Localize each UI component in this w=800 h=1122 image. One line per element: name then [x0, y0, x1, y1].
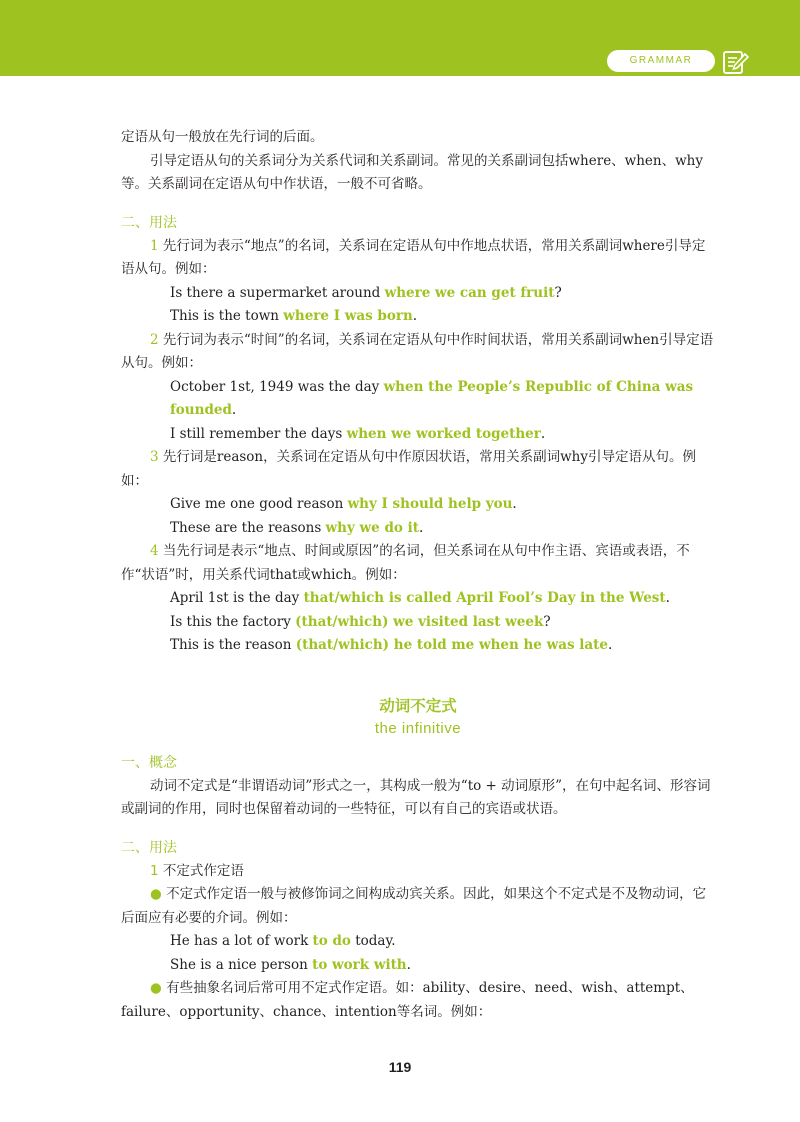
example-text: April 1st is the day	[170, 590, 304, 606]
example-punct: .	[665, 590, 670, 606]
bullet-dot-icon: ●	[150, 980, 162, 996]
bullet-text: 不定式作定语一般与被修饰词之间构成动宾关系。因此，如果这个不定式是不及物动词，它后面应有必要的介词。例如：	[121, 886, 707, 926]
example-text: These are the reasons	[170, 519, 326, 536]
example-text: I still remember the days	[170, 425, 347, 442]
example-sentence	[121, 517, 715, 541]
example-sentence	[121, 587, 715, 611]
example-text: She is a nice person	[170, 956, 313, 973]
section-heading: 一、概念	[121, 754, 177, 771]
page-content	[121, 126, 715, 1024]
rule-number: 2	[150, 331, 159, 348]
rule-text: 先行词为表示“地点”的名词，关系词在定语从句中作地点状语，常用关系副词where引导定语从句。例如：	[121, 237, 706, 277]
section-subtitle: the infinitive	[374, 719, 462, 737]
grammar-tab[interactable]	[607, 50, 715, 72]
example-text: This is the town	[170, 308, 284, 324]
highlight-clause: to do	[312, 933, 351, 949]
bullet-text: 有些抽象名词后常可用不定式作定语。如：ability、desire、need、wish、attempt、failure、opportunity、chance、intention等名词。例如：	[121, 980, 694, 1020]
highlight-clause: when the People’s Republic of China was founded	[170, 378, 694, 418]
example-sentence	[121, 423, 715, 447]
rule-number: 3	[150, 449, 159, 465]
highlight-clause: to work with	[312, 956, 407, 973]
rule-text: 先行词为表示“时间”的名词，关系词在定语从句中作时间状语，常用关系副词when引导定语从句。例如：	[121, 331, 714, 371]
example-text: Is there a supermarket around	[170, 284, 385, 301]
highlight-clause: that/which is called April Fool’s Day in the West	[303, 590, 666, 606]
page-number: 119	[388, 1059, 412, 1075]
paragraph: 动词不定式是“非谓语动词”形式之一，其构成一般为“to + 动词原形”，在句中起名词、形容词或副词的作用，同时也保留着动词的一些特征，可以有自己的宾语或状语。	[121, 777, 711, 817]
bullet-item	[121, 977, 715, 1024]
example-punct: .	[418, 519, 424, 536]
example-punct: .	[512, 496, 517, 512]
notebook-pen-icon	[721, 48, 749, 76]
example-punct: .	[412, 308, 418, 324]
rule-text: 先行词是reason，关系词在定语从句中作原因状语，常用关系副词why引导定语从句。例如：	[121, 449, 697, 489]
example-punct: .	[231, 402, 237, 418]
example-text: He has a lot of work	[170, 933, 313, 949]
highlight-clause: (that/which) we visited last week	[295, 613, 544, 630]
paragraph: 引导定语从句的关系词分为关系代词和关系副词。常见的关系副词包括where、when、why等。关系副词在定语从句中作状语，一般不可省略。	[121, 152, 703, 192]
highlight-clause: why we do it	[325, 519, 419, 536]
section-heading: 二、用法	[121, 839, 177, 856]
example-sentence	[121, 305, 715, 329]
sub-number: 1	[150, 862, 159, 879]
example-sentence	[121, 930, 715, 954]
example-sentence	[121, 634, 715, 658]
example-punct: .	[607, 637, 613, 653]
rule-number: 1	[150, 237, 159, 254]
highlight-clause: where we can get fruit	[384, 284, 555, 301]
rule-2	[121, 329, 715, 376]
sub-label: 不定式作定语	[162, 862, 244, 879]
example-text: Is this the factory	[170, 613, 296, 630]
section-title: 动词不定式	[379, 696, 457, 715]
bullet-dot-icon: ●	[150, 886, 162, 902]
section-heading: 二、用法	[121, 214, 177, 231]
rule-1	[121, 235, 715, 282]
example-punct: ?	[543, 613, 551, 630]
highlight-clause: (that/which) he told me when he was late	[295, 637, 608, 653]
example-punct: ?	[554, 284, 562, 301]
rule-text: 当先行词是表示“地点、时间或原因”的名词，但关系词在从句中作主语、宾语或表语，不作“状语”时，用关系代词that或which。例如：	[121, 543, 690, 583]
rule-number: 4	[150, 543, 159, 559]
example-text: Give me one good reason	[170, 496, 348, 512]
highlight-clause: where I was born	[283, 308, 413, 324]
example-punct: .	[540, 425, 546, 442]
grammar-tab-label: GRAMMAR	[629, 55, 693, 66]
bullet-item	[121, 883, 715, 930]
example-text: This is the reason	[170, 637, 296, 653]
subheading	[121, 860, 715, 884]
example-sentence	[121, 282, 715, 306]
highlight-clause: why I should help you	[347, 496, 513, 512]
paragraph: 定语从句一般放在先行词的后面。	[121, 129, 324, 145]
example-punct: .	[406, 956, 411, 973]
example-sentence	[121, 493, 715, 517]
example-sentence	[121, 954, 715, 978]
highlight-clause: when we worked together	[346, 425, 541, 442]
example-punct: today.	[350, 933, 396, 949]
example-sentence	[121, 611, 715, 635]
example-text: October 1st, 1949 was the day	[170, 378, 384, 395]
rule-4	[121, 540, 715, 587]
example-sentence	[121, 376, 715, 423]
rule-3	[121, 446, 715, 493]
